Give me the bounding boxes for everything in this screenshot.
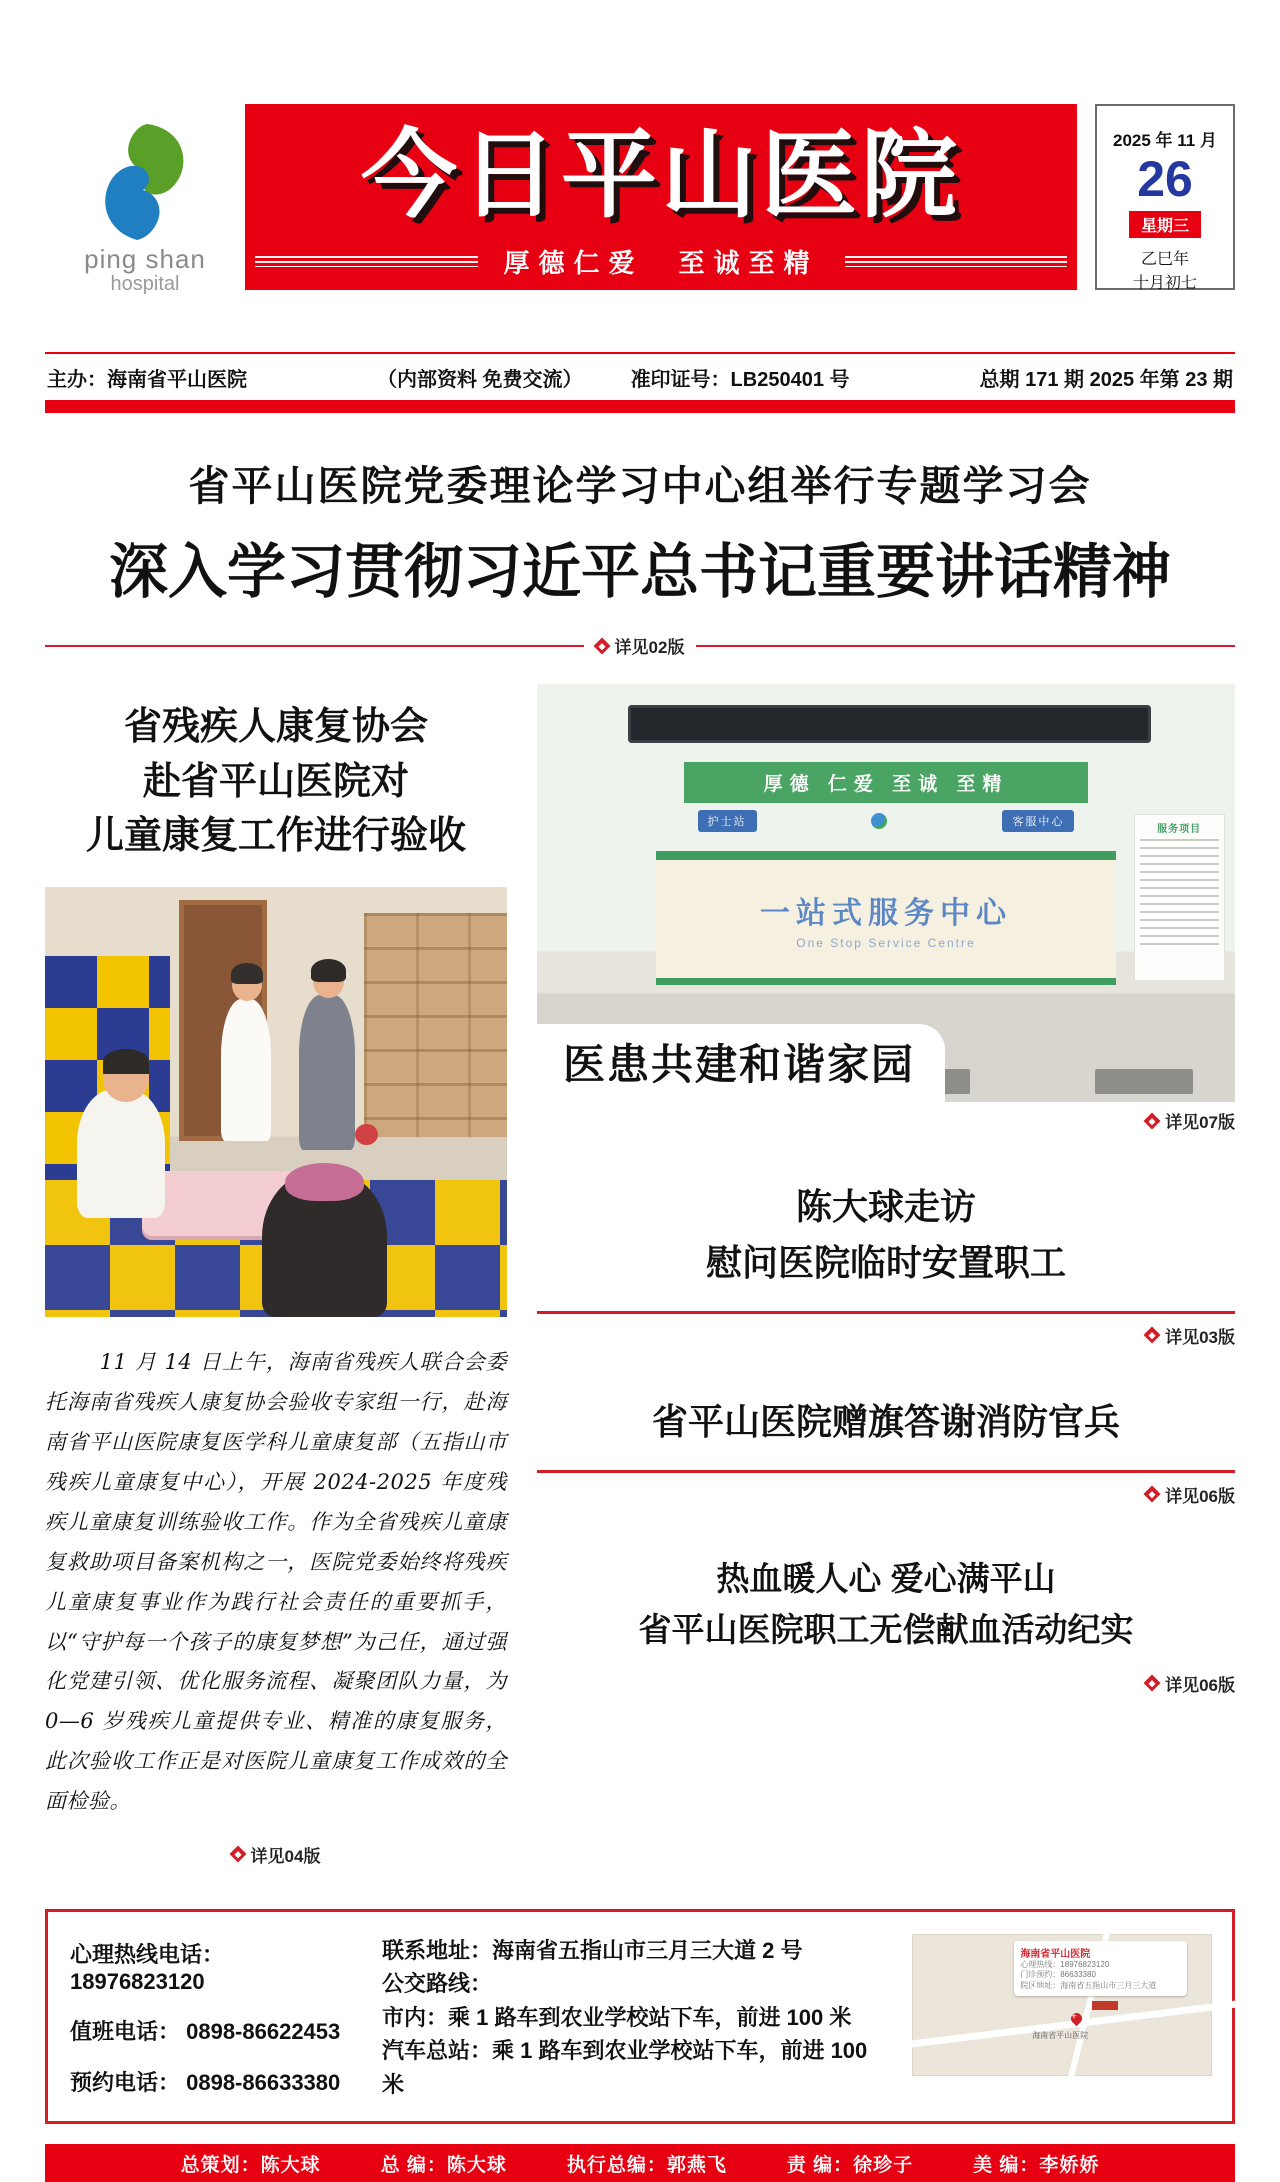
left-title-line2: 赴省平山医院对 <box>142 760 409 803</box>
red-divider-bar <box>45 400 1235 413</box>
masthead-banner <box>245 104 1077 290</box>
address-and-bus <box>382 1934 886 2101</box>
lead-headline: 深入学习贯彻习近平总书记重要讲话精神 <box>108 539 1171 606</box>
counter-title: 一站式服务中心 <box>759 897 1012 931</box>
phone-appointment: 预约电话： 0898-86633380 <box>70 2070 341 2096</box>
article1-ref: 详见03版 <box>1165 1327 1235 1347</box>
nurse-station-sign: 护士站 <box>698 810 757 832</box>
hospital-logo-icon <box>85 118 205 246</box>
diamond-icon <box>1144 1327 1161 1344</box>
divider-line-left <box>45 645 584 647</box>
hospital-logo <box>45 104 245 296</box>
photo-toy <box>355 1124 378 1146</box>
map-callout <box>1014 1941 1187 1996</box>
photo-nurse-figure <box>221 999 272 1141</box>
slogan-decor-right <box>845 256 1068 267</box>
lead-ref-label: 详见02版 <box>614 638 685 658</box>
photo-doctor-hair <box>103 1049 149 1075</box>
article3-line2: 省平山医院职工无偿献血活动纪实 <box>638 1610 1134 1648</box>
map-callout-line2: 门诊预约：86633380 <box>1020 1970 1096 1980</box>
map-callout-line3: 院区地址：海南省五指山市三月三大道 <box>1020 1981 1157 1991</box>
organizer: 主办：海南省平山医院 <box>47 369 247 392</box>
article2-line1: 省平山医院赠旗答谢消防官兵 <box>651 1400 1120 1442</box>
phone-hotline: 心理热线电话：18976823120 <box>70 1941 225 1994</box>
lead-ref-divider <box>45 633 1235 658</box>
map-road-highlight <box>1092 2001 1118 2010</box>
logo-text-line2: hospital <box>110 273 180 296</box>
issue-number: 总期 171 期 2025 年第 23 期 <box>979 369 1233 392</box>
left-column <box>45 684 507 1867</box>
lobby-photo-ref: 详见07版 <box>1165 1113 1235 1133</box>
counter-subtitle: One Stop Service Centre <box>796 936 976 951</box>
diamond-icon <box>1144 1112 1161 1129</box>
banner-slogan-row <box>245 240 1077 290</box>
photo-visitor-figure <box>299 995 354 1150</box>
left-article-ref: 详见04版 <box>250 1846 321 1866</box>
diamond-icon <box>229 1846 246 1863</box>
slogan-decor-left <box>255 256 478 267</box>
date-weekday-badge: 星期三 <box>1129 211 1201 238</box>
lunar-date: 十月初七 <box>1132 275 1197 293</box>
internal-note: （内部资料 免费交流） <box>377 369 583 392</box>
masthead <box>45 104 1235 296</box>
photo-doctor-figure <box>77 1089 165 1218</box>
logo-text-line1: ping shan <box>84 244 206 274</box>
article3-line1: 热血暖人心 爱心满平山 <box>716 1559 1056 1597</box>
bus-route-station: 汽车总站：乘 1 路车到农业学校站下车，前进 100 米 <box>382 2038 868 2097</box>
diamond-icon <box>1144 1486 1161 1503</box>
article1-line2: 慰问医院临时安置职工 <box>705 1242 1066 1284</box>
date-box <box>1095 104 1235 293</box>
date-year-month: 2025 年 11 月 <box>1113 131 1217 150</box>
right-article-3 <box>537 1553 1235 1696</box>
date-day: 26 <box>1137 151 1193 207</box>
location-map <box>912 1934 1212 2076</box>
credits-footer <box>45 2144 1235 2182</box>
photo-caption-headline: 医患共建和谐家园 <box>563 1041 916 1089</box>
service-panel-lines <box>1140 839 1219 948</box>
hospital-logo-small-icon <box>871 813 887 829</box>
left-title-line1: 省残疾人康复协会 <box>123 706 428 749</box>
article1-rule <box>537 1311 1235 1314</box>
diamond-icon <box>1144 1675 1161 1692</box>
contact-address: 联系地址：海南省五指山市三月三大道 2 号 <box>382 1937 803 1963</box>
map-callout-title: 海南省平山医院 <box>1020 1948 1091 1960</box>
left-title-line3: 儿童康复工作进行验收 <box>85 814 466 857</box>
service-panel-title: 服务项目 <box>1157 823 1202 835</box>
lobby-photo <box>537 684 1235 1102</box>
photo-visitor-hair <box>311 959 346 982</box>
phone-list <box>70 1934 356 2101</box>
lead-kicker: 省平山医院党委理论学习中心组举行专题学习会 <box>188 463 1092 510</box>
right-article-1 <box>537 1179 1235 1348</box>
credits-text: 总策划：陈大球 总 编：陈大球 执行总编：郭燕飞 责 编：徐珍子 美 编：李娇娇 <box>180 2154 1100 2176</box>
service-center-sign: 客服中心 <box>1002 810 1074 832</box>
bus-routes-title: 公交路线： <box>382 1971 493 1997</box>
newspaper-front-page <box>0 104 1280 2176</box>
photo-cabinets <box>364 913 507 1137</box>
article3-ref: 详见06版 <box>1165 1675 1235 1695</box>
publication-info-bar <box>45 352 1235 400</box>
photo-caption-overlay <box>537 1024 945 1102</box>
contact-box <box>45 1909 1235 2124</box>
map-marker-label: 海南省平山医院 <box>1032 2031 1089 2041</box>
lunar-year: 乙巳年 <box>1140 250 1189 268</box>
right-column <box>537 684 1235 1867</box>
service-counter <box>656 851 1117 985</box>
led-display <box>628 705 1152 743</box>
phone-duty: 值班电话： 0898-86622453 <box>70 2019 341 2045</box>
newspaper-slogan: 厚德仁爱 至诚至精 <box>503 247 819 278</box>
bus-route-city: 市内：乘 1 路车到农业学校站下车，前进 100 米 <box>382 2004 852 2030</box>
photo-nurse-hair <box>231 963 263 985</box>
article2-rule <box>537 1470 1235 1473</box>
rehab-room-photo <box>45 887 507 1317</box>
article2-ref: 详见06版 <box>1165 1486 1235 1506</box>
newspaper-title: 今日平山医院 <box>361 122 961 229</box>
wall-slogan-band: 厚德 仁爱 至诚 至精 <box>684 762 1089 804</box>
article1-line1: 陈大球走访 <box>795 1186 976 1228</box>
floor-mat <box>1095 1069 1193 1094</box>
service-list-panel <box>1134 814 1225 981</box>
map-callout-line1: 心理热线：18976823120 <box>1020 1959 1110 1969</box>
map-road <box>884 2000 1240 2051</box>
left-article-body: 11 月 14 日上午，海南省残疾人联合会委托海南省残疾人康复协会验收专家组一行，赴海南省平山医院康复医学科儿童康复部（五指山市残疾儿童康复中心），开展 2024-2025 年度残疾儿童康复训练验收工作。作为全省残疾儿童康复救助项目备案机构之一，医院党委始终将残疾儿童康复事业作为践行社会责任的重要抓手，以“守护每一个孩子的康复梦想”为己任，通过强化党建引领、优化服务流程、凝聚团队力量，为 0—6 岁残疾儿童提供专业、精准的康复服务，此次验收工作正是对医院儿童康复工作成效的全面检验。 <box>45 1350 507 1814</box>
left-article-title <box>45 700 507 863</box>
license-number: 准印证号：LB250401 号 <box>630 369 850 392</box>
divider-line-right <box>696 645 1235 647</box>
right-article-2 <box>537 1394 1235 1507</box>
photo-child-headband <box>285 1163 364 1202</box>
diamond-icon <box>593 637 610 654</box>
